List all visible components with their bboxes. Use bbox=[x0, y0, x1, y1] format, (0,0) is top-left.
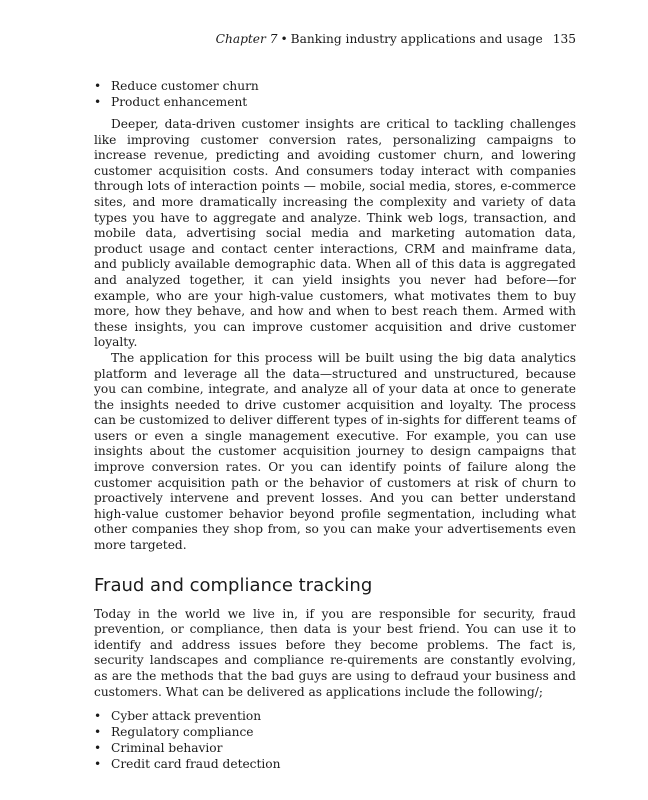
list-item: • Product enhancement bbox=[94, 94, 576, 110]
benefit-list bbox=[94, 78, 576, 110]
section-heading: Fraud and compliance tracking bbox=[94, 574, 373, 596]
page-body bbox=[94, 78, 576, 772]
application-list bbox=[94, 708, 576, 772]
body-paragraph: Deeper, data-driven customer insights are critical to tackling challenges like improving customer conversion rates, personalizing campaigns to increase revenue, predicting and avoiding customer churn, and lowering customer acquisition costs. And consumers today interact with companies through lots of interaction points — mobile, social media, stores, e-commerce sites, and more dramatically increasing the complexity and variety of data types you have to aggregate and analyze. Think web logs, transaction, and mobile data, advertising social media and marketing automation data, product usage and contact center interactions, CRM and mainframe data, and publicly available demographic data. When all of this data is aggregated and analyzed together, it can yield insights you never had before—for example, who are your high-value customers, what motivates them to buy more, how they behave, and how and when to best reach them. Armed with these insights, you can improve customer acquisition and drive customer loyalty. bbox=[94, 117, 576, 350]
list-item: • Criminal behavior bbox=[94, 740, 576, 756]
section-paragraph: Today in the world we live in, if you are responsible for security, fraud prevention, or compliance, then data is your best friend. You can use it to identify and address issues before they become problems. The fact is, security landscapes and compliance re-quirements are constantly evolving, as are the methods that the bad guys are using to defraud your business and customers. What can be delivered as applications include the following/; bbox=[94, 606, 576, 699]
header-separator: • bbox=[280, 32, 288, 46]
chapter-label: Chapter 7 bbox=[215, 32, 278, 46]
running-header bbox=[216, 31, 576, 47]
chapter-title: Banking industry applications and usage bbox=[290, 32, 543, 46]
list-item: • Regulatory compliance bbox=[94, 724, 576, 740]
list-item: • Cyber attack prevention bbox=[94, 708, 576, 724]
list-item: • Reduce customer churn bbox=[94, 78, 576, 94]
page-number: 135 bbox=[552, 32, 576, 46]
body-paragraph: The application for this process will be built using the big data analytics platform and leverage all the data—structured and unstructured, because you can combine, integrate, and analyze all of your data at once to generate the insights needed to drive customer acquisition and loyalty. The process can be customized to deliver different types of in-sights for different teams of users or even a single management executive. For example, you can use insights about the customer acquisition journey to design campaigns that improve conversion rates. Or you can identify points of failure along the customer acquisition path or the behavior of customers at risk of churn to proactively intervene and prevent losses. And you can better understand high-value customer behavior beyond profile segmentation, including what other companies they shop from, so you can make your advertisements even more targeted. bbox=[94, 350, 576, 553]
list-item: • Credit card fraud detection bbox=[94, 756, 576, 772]
